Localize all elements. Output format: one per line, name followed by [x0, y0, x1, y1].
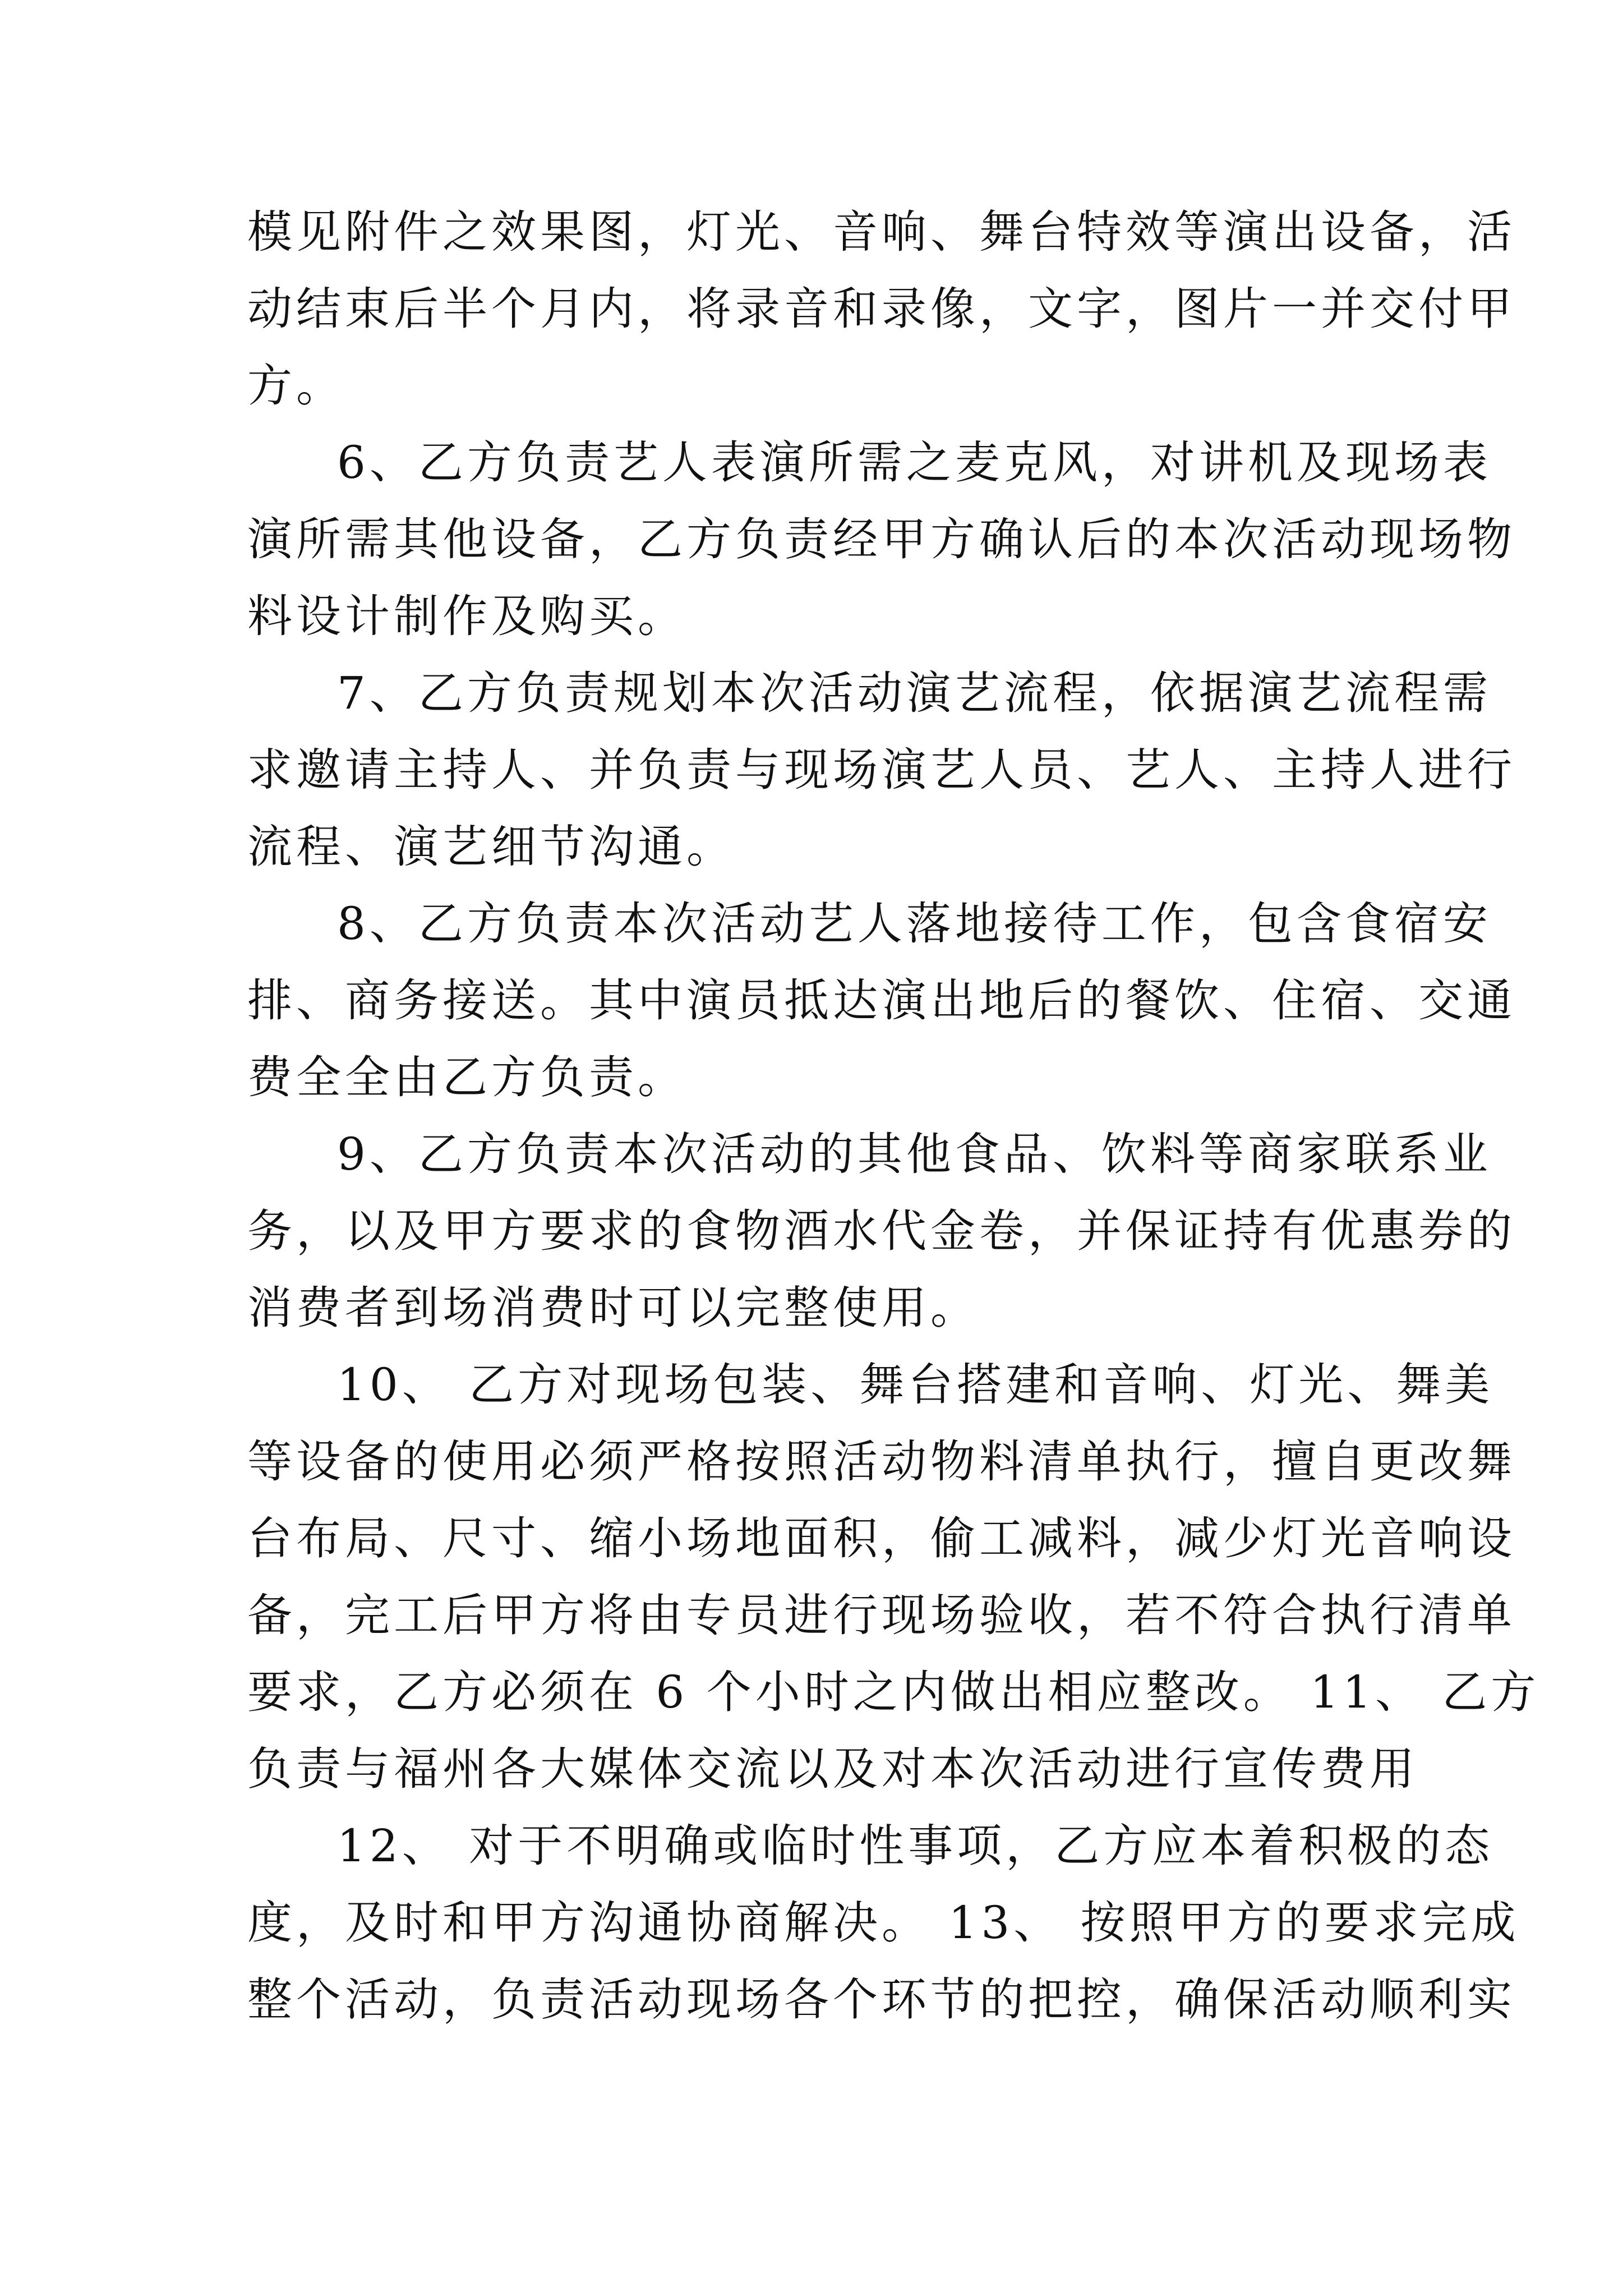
text-line: 排、商务接送。其中演员抵达演出地后的餐饮、住宿、交通 — [247, 974, 1516, 1027]
text-line: 10、 乙方对现场包装、舞台搭建和音响、灯光、舞美 — [337, 1359, 1494, 1411]
text-line: 消费者到场消费时可以完整使用。 — [247, 1282, 979, 1334]
text-line: 度，及时和甲方沟通协商解决。 13、 按照甲方的要求完成 — [247, 1897, 1520, 1949]
text-line: 6、乙方负责艺人表演所需之麦克风，对讲机及现场表 — [337, 436, 1492, 489]
text-line: 动结束后半个月内，将录音和录像，文字，图片一并交付甲 — [247, 283, 1516, 335]
text-line: 方。 — [247, 360, 345, 412]
text-line: 要求，乙方必须在 6 个小时之内做出相应整改。 11、 乙方 — [247, 1666, 1540, 1718]
text-line: 备，完工后甲方将由专员进行现场验收，若不符合执行清单 — [247, 1589, 1516, 1641]
text-line: 整个活动，负责活动现场各个环节的把控，确保活动顺利实 — [247, 1973, 1516, 2026]
text-line: 模见附件之效果图，灯光、音响、舞台特效等演出设备，活 — [247, 206, 1516, 258]
text-line: 7、乙方负责规划本次活动演艺流程，依据演艺流程需 — [337, 667, 1492, 719]
text-line: 9、乙方负责本次活动的其他食品、饮料等商家联系业 — [337, 1128, 1492, 1180]
text-line: 料设计制作及购买。 — [247, 590, 686, 642]
text-line: 求邀请主持人、并负责与现场演艺人员、艺人、主持人进行 — [247, 744, 1516, 796]
text-line: 费全全由乙方负责。 — [247, 1051, 686, 1103]
text-line: 流程、演艺细节沟通。 — [247, 821, 735, 873]
text-line: 等设备的使用必须严格按照活动物料清单执行，擅自更改舞 — [247, 1435, 1516, 1488]
text-line: 8、乙方负责本次活动艺人落地接待工作，包含食宿安 — [337, 898, 1492, 950]
text-line: 务，以及甲方要求的食物酒水代金卷，并保证持有优惠券的 — [247, 1205, 1516, 1257]
document-body — [247, 194, 1540, 2038]
text-line: 12、 对于不明确或临时性事项，乙方应本着积极的态 — [337, 1820, 1494, 1872]
text-line: 演所需其他设备，乙方负责经甲方确认后的本次活动现场物 — [247, 513, 1516, 565]
text-line: 负责与福州各大媒体交流以及对本次活动进行宣传费用 — [247, 1743, 1418, 1795]
text-line: 台布局、尺寸、缩小场地面积，偷工减料，减少灯光音响设 — [247, 1512, 1516, 1565]
